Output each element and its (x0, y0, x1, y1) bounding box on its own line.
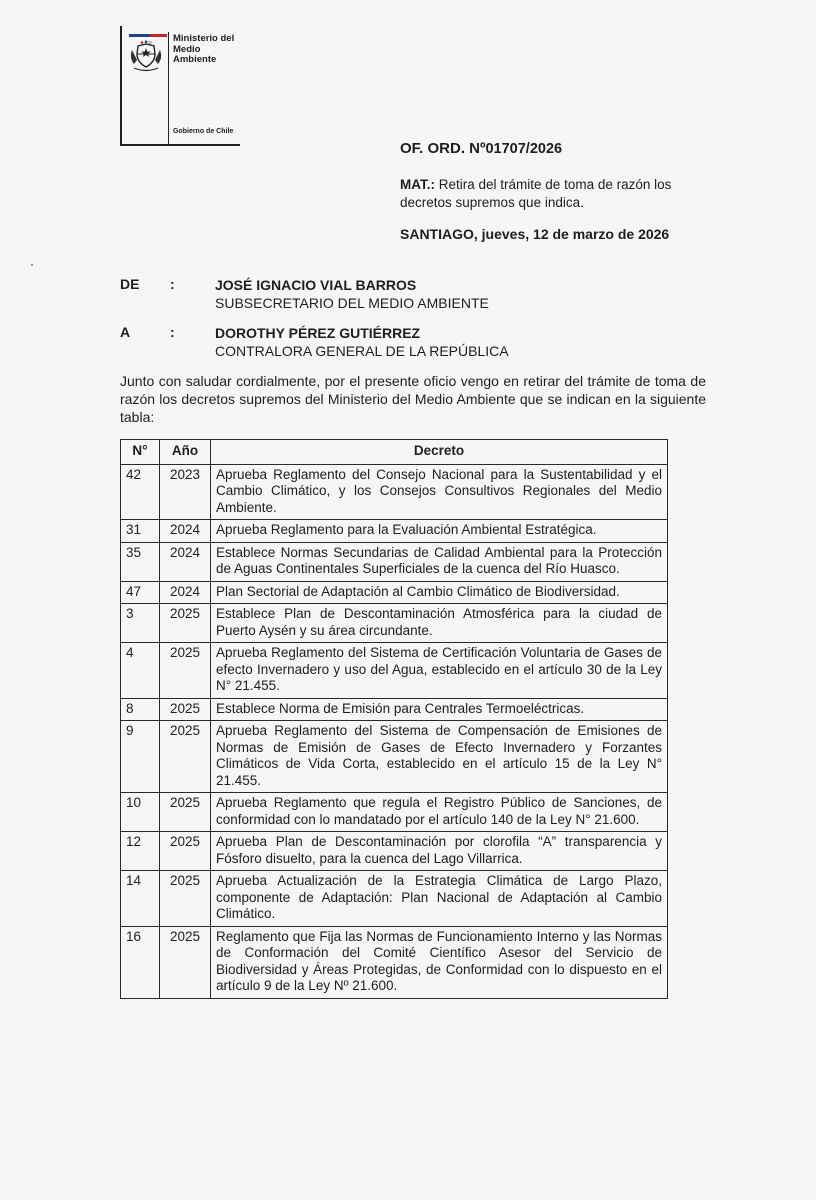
decree-text: Aprueba Reglamento para la Evaluación Ambiental Estratégica. (211, 520, 668, 543)
flag-stripe-red (150, 34, 167, 37)
decree-number: 9 (121, 721, 160, 793)
scan-speck (31, 264, 33, 266)
decree-number: 16 (121, 926, 160, 998)
decree-text: Aprueba Actualización de la Estrategia Climática de Largo Plazo, componente de Adaptación: Plan Nacional de Adaptación al Cambio Climático. (211, 871, 668, 927)
decree-text: Aprueba Plan de Descontaminación por clorofila “A” transparencia y Fósforo disuelto, para la cuenca del Lago Villarrica. (211, 832, 668, 871)
flag-stripe-blue (129, 34, 150, 37)
decree-number: 47 (121, 581, 160, 604)
subject-text: Retira del trámite de toma de razón los decretos supremos que indica. (400, 177, 672, 210)
subject-block (400, 176, 700, 212)
to-colon: : (170, 324, 175, 340)
table-row (121, 698, 668, 721)
table-row (121, 926, 668, 998)
table-row (121, 721, 668, 793)
sender-block (215, 276, 489, 312)
decree-year: 2024 (160, 581, 211, 604)
table-row (121, 871, 668, 927)
table-row (121, 542, 668, 581)
table-row (121, 832, 668, 871)
decree-year: 2025 (160, 871, 211, 927)
decree-number: 31 (121, 520, 160, 543)
decree-number: 10 (121, 793, 160, 832)
decree-text: Aprueba Reglamento del Sistema de Compensación de Emisiones de Normas de Emisión de Gases de Efecto Invernadero y Forzantes Climáticos de Vida Corta, establecido en el artículo 15 de la Ley N° 21.455. (211, 721, 668, 793)
table-body (121, 464, 668, 998)
recipient-name: DOROTHY PÉREZ GUTIÉRREZ (215, 325, 421, 341)
decree-text: Aprueba Reglamento del Sistema de Certificación Voluntaria de Gases de efecto Invernadero y uso del Agua, establecido en el artículo 30 de la Ley N° 21.455. (211, 643, 668, 699)
of-ord-number: 01707/2026 (485, 141, 563, 157)
letterhead-divider (168, 32, 169, 144)
decree-number: 42 (121, 464, 160, 520)
decree-year: 2024 (160, 520, 211, 543)
table-row (121, 581, 668, 604)
coat-of-arms-icon (124, 40, 168, 74)
decree-number: 4 (121, 643, 160, 699)
recipient-title: CONTRALORA GENERAL DE LA REPÚBLICA (215, 343, 509, 359)
table-row (121, 793, 668, 832)
decree-year: 2025 (160, 793, 211, 832)
from-colon: : (170, 276, 175, 292)
table-row (121, 643, 668, 699)
decree-text: Establece Plan de Descontaminación Atmosférica para la ciudad de Puerto Aysén y su área circundante. (211, 604, 668, 643)
subject-label: MAT.: (400, 177, 435, 192)
decree-year: 2024 (160, 542, 211, 581)
decrees-table (120, 439, 668, 999)
decree-year: 2025 (160, 698, 211, 721)
sender-name: JOSÉ IGNACIO VIAL BARROS (215, 277, 417, 293)
table-header-row (121, 440, 668, 465)
decree-number: 3 (121, 604, 160, 643)
decree-year: 2025 (160, 832, 211, 871)
decree-number: 14 (121, 871, 160, 927)
intro-paragraph: Junto con saludar cordialmente, por el presente oficio vengo en retirar del trámite de toma de razón los decretos supremos del Ministerio del Medio Ambiente que se indican en la siguiente tabla: (120, 373, 706, 425)
table-row (121, 604, 668, 643)
decree-text: Aprueba Reglamento del Consejo Nacional para la Sustentabilidad y el Cambio Climático, y los Consejos Consultivos Regionales del Medio Ambiente. (211, 464, 668, 520)
decree-number: 35 (121, 542, 160, 581)
col-header-decree: Decreto (211, 440, 668, 465)
decree-text: Establece Norma de Emisión para Centrales Termoeléctricas. (211, 698, 668, 721)
decree-year: 2023 (160, 464, 211, 520)
decree-year: 2025 (160, 604, 211, 643)
decree-number: 12 (121, 832, 160, 871)
decree-text: Establece Normas Secundarias de Calidad Ambiental para la Protección de Aguas Continentales Superficiales de la cuenca del Río Huasco. (211, 542, 668, 581)
of-ord-label: OF. ORD. Nº (400, 140, 486, 157)
decree-year: 2025 (160, 926, 211, 998)
sender-title: SUBSECRETARIO DEL MEDIO AMBIENTE (215, 295, 489, 311)
table-row (121, 464, 668, 520)
decree-text: Reglamento que Fija las Normas de Funcionamiento Interno y las Normas de Conformación del Comité Científico Asesor del Servicio de Biodiversidad y Áreas Protegidas, de Conformidad con lo dispuesto en el artículo 9 de la Ley Nº 21.600. (211, 926, 668, 998)
to-label: A (120, 324, 131, 340)
col-header-year: Año (160, 440, 211, 465)
decree-number: 8 (121, 698, 160, 721)
decree-year: 2025 (160, 721, 211, 793)
place-date: SANTIAGO, jueves, 12 de marzo de 2026 (400, 226, 670, 242)
ministry-name: Ministerio del Medio Ambiente (173, 33, 235, 65)
table-row (121, 520, 668, 543)
decree-text: Plan Sectorial de Adaptación al Cambio Climático de Biodiversidad. (211, 581, 668, 604)
decree-text: Aprueba Reglamento que regula el Registro Público de Sanciones, de conformidad con lo mandatado por el artículo 140 de la Ley N° 21.600. (211, 793, 668, 832)
col-header-number: N° (121, 440, 160, 465)
government-label: Gobierno de Chile (173, 128, 234, 135)
recipient-block (215, 324, 509, 360)
from-label: DE (120, 276, 140, 292)
decree-year: 2025 (160, 643, 211, 699)
official-letter-number (400, 140, 562, 157)
